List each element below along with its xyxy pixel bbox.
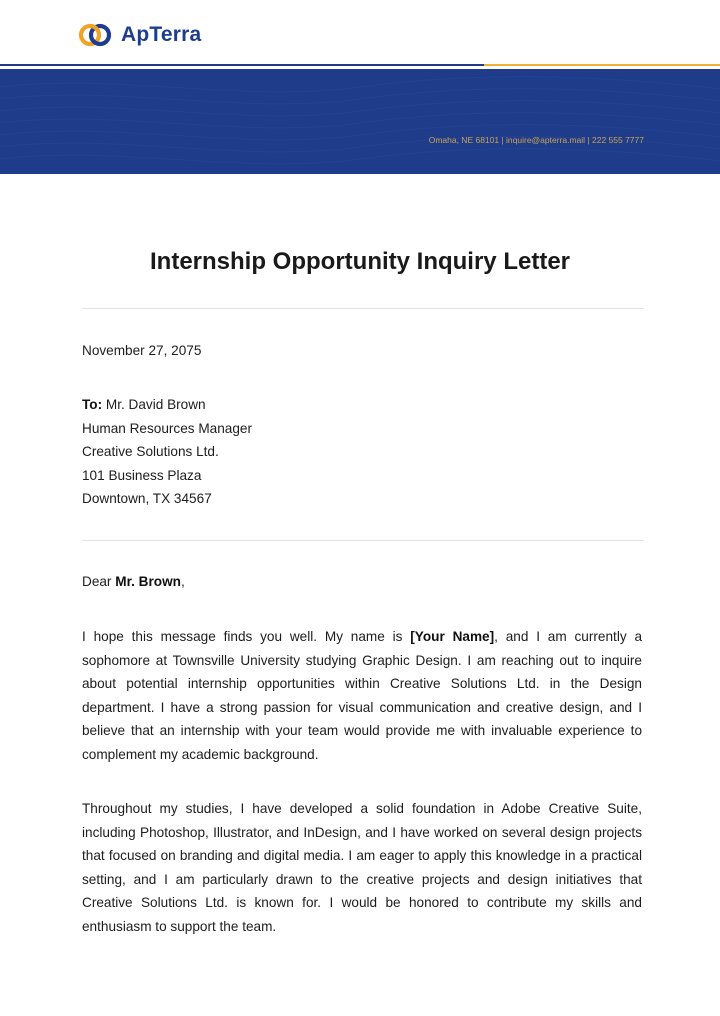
divider-top bbox=[82, 308, 644, 309]
to-label: To: bbox=[82, 397, 103, 412]
name-placeholder: [Your Name] bbox=[410, 629, 495, 644]
header-banner bbox=[0, 69, 720, 174]
body-paragraph-2: Throughout my studies, I have developed a solid foundation in Adobe Creative Suite, including Photoshop, Illustrator, and InDesign, and I have worked on several design projects that focused on branding and digital media. I am eager to apply this knowledge in a practical setting, and I am particularly drawn to the creative projects and design initiatives that Creative Solutions Ltd. is known for. I would be honored to contribute my skills and enthusiasm to support the team. bbox=[82, 801, 642, 934]
brand-logo bbox=[78, 22, 201, 48]
salutation-suffix: , bbox=[180, 574, 185, 589]
salutation bbox=[82, 570, 642, 594]
recipient-position: Human Resources Manager bbox=[82, 420, 253, 436]
letter-date: November 27, 2075 bbox=[82, 343, 202, 358]
header-rule-blue bbox=[0, 64, 484, 66]
recipient-name-line bbox=[82, 393, 642, 417]
divider-middle bbox=[82, 540, 644, 541]
interlocking-rings-icon bbox=[78, 22, 112, 48]
recipient-name: Mr. David Brown bbox=[102, 397, 206, 412]
letterhead-top bbox=[0, 0, 720, 66]
paragraph-1-body: , and I am currently a sophomore at Townsville University studying Graphic Design. I am reaching out to inquire about potential internship opportunities within Creative Solutions Ltd. in the Design department. I have a strong passion for visual communication and creative design, and I believe that an internship with your team would provide me with invaluable experience to complement my academic background. bbox=[82, 629, 643, 762]
header-rule-gold bbox=[484, 64, 720, 66]
recipient-company: Creative Solutions Ltd. bbox=[82, 444, 219, 459]
recipient-city: Downtown, TX 34567 bbox=[82, 491, 212, 506]
salutation-name: Mr. Brown bbox=[115, 574, 181, 589]
wave-pattern-decoration bbox=[0, 69, 720, 174]
body-paragraph-1 bbox=[82, 625, 642, 766]
brand-name: ApTerra bbox=[121, 23, 202, 46]
contact-info: Omaha, NE 68101 | inquire@apterra.mail | 222 555 7777 bbox=[428, 135, 644, 145]
salutation-prefix: Dear bbox=[82, 574, 116, 589]
recipient-block bbox=[82, 393, 642, 511]
paragraph-1-intro: I hope this message finds you well. My name is bbox=[82, 629, 411, 644]
letter-title: Internship Opportunity Inquiry Letter bbox=[150, 248, 570, 275]
recipient-street: 101 Business Plaza bbox=[82, 467, 202, 483]
